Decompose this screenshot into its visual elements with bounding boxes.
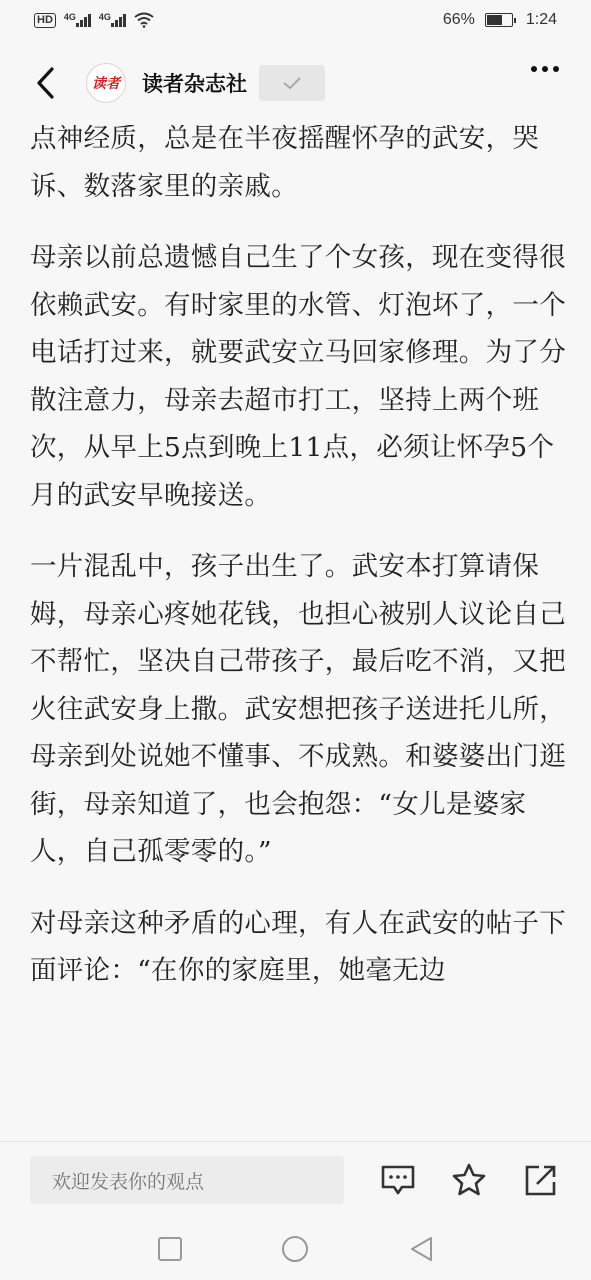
more-dot-icon bbox=[542, 66, 548, 72]
logo-text: 读者 bbox=[92, 75, 120, 92]
signal-bars-icon bbox=[111, 14, 126, 27]
status-left bbox=[34, 12, 154, 28]
triangle-back-icon bbox=[407, 1235, 435, 1263]
status-right bbox=[443, 11, 557, 29]
comment-icon bbox=[380, 1162, 416, 1198]
publisher-logo[interactable] bbox=[86, 63, 126, 103]
back-nav-button[interactable] bbox=[407, 1235, 435, 1263]
article-paragraph: 母亲以前总遗憾自己生了个女孩，现在变得很依赖武安。有时家里的水管、灯泡坏了，一个电话打过来，就要武安立马回家修理。为了分散注意力，母亲去超市打工，坚持上两个班次，从早上5点到晚上11点，必须让怀孕5个月的武安早晚接送。 bbox=[30, 242, 566, 511]
wifi-icon bbox=[134, 12, 154, 28]
home-button[interactable] bbox=[281, 1235, 309, 1263]
publisher-name[interactable]: 读者杂志社 bbox=[142, 71, 247, 96]
signal-2 bbox=[98, 11, 126, 27]
more-options-button[interactable] bbox=[531, 66, 559, 72]
more-dot-icon bbox=[553, 66, 559, 72]
clock: 1:24 bbox=[525, 11, 557, 28]
back-arrow-icon bbox=[34, 66, 56, 100]
system-nav-bar bbox=[0, 1217, 591, 1280]
network-type-1: 4G bbox=[63, 11, 76, 22]
article-paragraph: 对母亲这种矛盾的心理，有人在武安的帖子下面评论：“在你的家庭里，她毫无边 bbox=[30, 907, 566, 986]
recents-button[interactable] bbox=[156, 1235, 184, 1263]
article-paragraph: 一片混乱中，孩子出生了。武安本打算请保姆，母亲心疼她花钱，也担心被别人议论自己不帮忙，坚决自己带孩子，最后吃不消，又把火往武安身上撒。武安想把孩子送进托儿所，母亲到处说她不懂事、不成熟。和婆婆出门逛街，母亲知道了，也会抱怨：“女儿是婆家人，自己孤零零的。” bbox=[30, 551, 566, 867]
status-bar bbox=[0, 0, 591, 40]
network-type-2: 4G bbox=[98, 11, 111, 22]
back-button[interactable] bbox=[34, 63, 64, 103]
comment-input[interactable] bbox=[30, 1156, 344, 1204]
star-icon bbox=[451, 1162, 487, 1198]
comment-button[interactable] bbox=[380, 1162, 416, 1198]
favorite-button[interactable] bbox=[451, 1162, 487, 1198]
battery-percent: 66% bbox=[442, 11, 475, 28]
more-dot-icon bbox=[531, 66, 537, 72]
share-icon bbox=[523, 1162, 559, 1198]
bottom-action-bar bbox=[0, 1141, 591, 1218]
hd-badge: HD bbox=[34, 13, 56, 28]
comment-placeholder: 欢迎发表你的观点 bbox=[52, 1170, 205, 1193]
article-body bbox=[30, 125, 570, 1141]
article-header bbox=[0, 40, 591, 125]
signal-bars-icon bbox=[76, 14, 91, 27]
check-icon bbox=[282, 76, 302, 90]
followed-button[interactable] bbox=[259, 65, 325, 101]
battery-icon bbox=[485, 13, 516, 27]
share-button[interactable] bbox=[523, 1162, 559, 1198]
square-icon bbox=[156, 1235, 184, 1263]
article-paragraph: 点神经质，总是在半夜摇醒怀孕的武安，哭诉、数落家里的亲戚。 bbox=[30, 125, 540, 202]
signal-1 bbox=[63, 11, 91, 27]
circle-icon bbox=[281, 1235, 309, 1263]
